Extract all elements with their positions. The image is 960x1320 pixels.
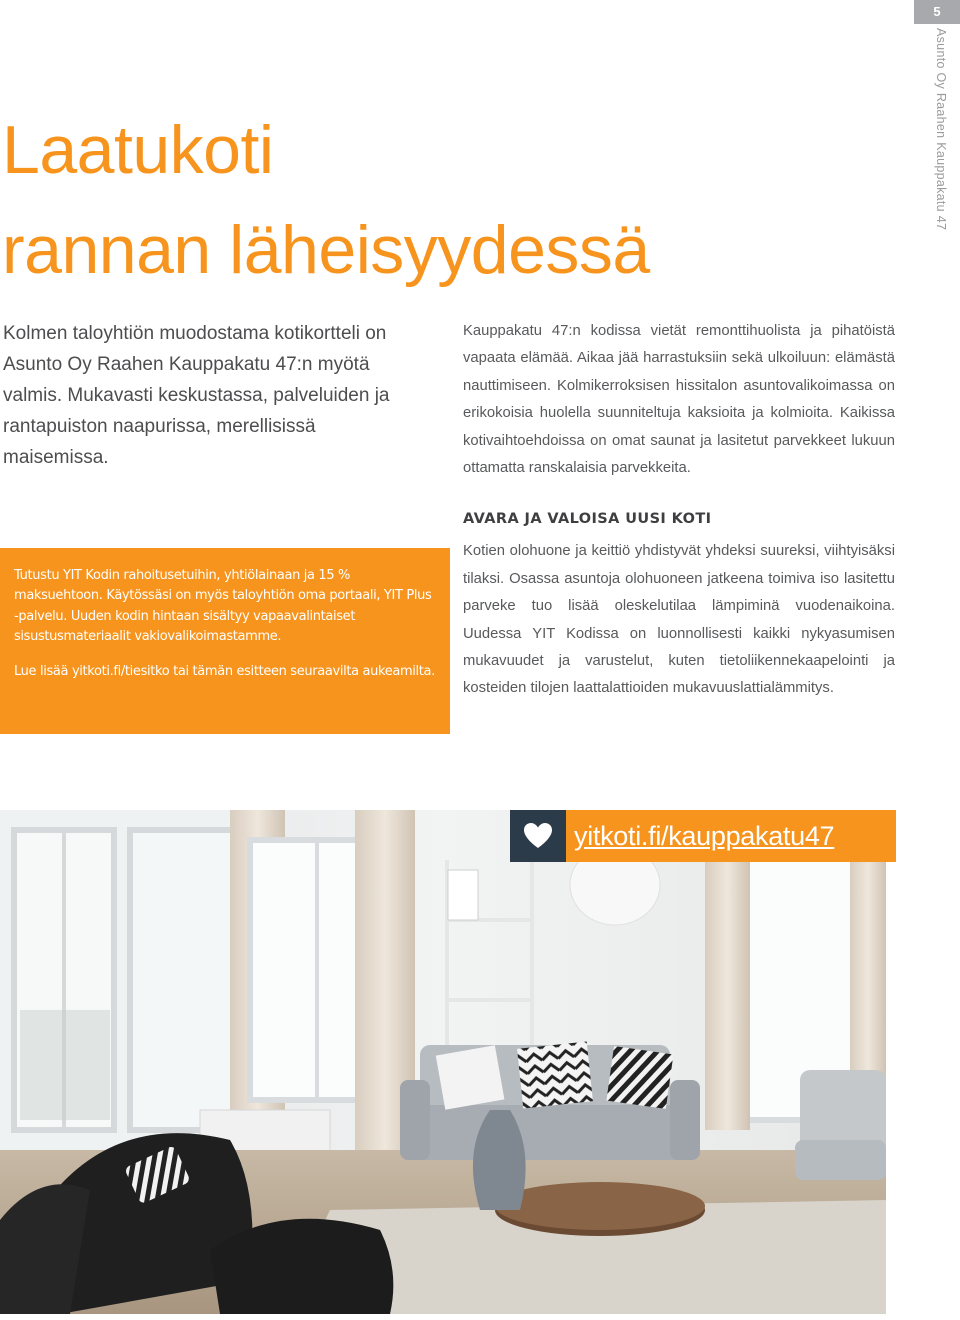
website-link[interactable]: yitkoti.fi/kauppakatu47 xyxy=(574,820,835,851)
body-column xyxy=(463,318,895,703)
body-paragraph-1: Kauppakatu 47:n kodissa vietät remonttihuolista ja pihatöistä vapaata elämää. Aikaa jää harrastuksiin sekä ulkoiluun: elämästä nauttimiseen. Kolmikerroksisen hissitalon asuntovalikoimassa on erikokoisia huolella suunniteltuja kaksioita ja kolmioita. Kaikissa kotivaihtoehdoissa on omat saunat ja lasitetut parvekkeet lukuun ottamatta ranskalaisia parvekkeita. xyxy=(463,323,895,477)
side-label: Asunto Oy Raahen Kauppakatu 47 xyxy=(934,28,948,231)
living-room-photo xyxy=(0,810,886,1314)
lead-paragraph: Kolmen taloyhtiön muodostama kotikortteli on Asunto Oy Raahen Kauppakatu 47:n myötä valmis. Mukavasti keskustassa, palveluiden ja rantapuiston naapurissa, merellisissä maisemissa. xyxy=(3,323,390,468)
body-paragraph-2: Kotien olohuone ja keittiö yhdistyvät yhdeksi suureksi, viihtyisäksi tilaksi. Osassa asuntoja olohuoneen jatkeena toimiva iso lasitettu parveke tuo lisää oleskelutilaa lämpiminä vuodenaikoina. Uudessa YIT Kodissa on luonnollisesti kaikki nykyasumisen mukavuudet ja varustelut, kuten tietoliikennekaapelointi ja kosteiden tilojen laattalattioiden mukavuuslattialämmitys. xyxy=(463,543,895,697)
url-banner xyxy=(510,810,896,862)
title-line-2: rannan läheisyydessä xyxy=(2,212,650,288)
title-line-1: Laatukoti xyxy=(2,112,274,188)
info-box-text: Tutustu YIT Kodin rahoitusetuihin, yhtiölainaan ja 15 % maksuehtoon. Käytössäsi on myös taloyhtiön oma portaali, YIT Plus -palvelu. Uuden kodin hintaan sisältyy vapaavalintaiset sisustusmateriaalit vakiovalikoimastamme. xyxy=(14,568,432,645)
heart-icon xyxy=(523,822,553,850)
page-title xyxy=(2,100,650,300)
info-box-more: Lue lisää yitkoti.fi/tiesitko tai tämän esitteen seuraavilta aukeamilta. xyxy=(14,663,435,679)
page-number: 5 xyxy=(914,0,960,24)
section-heading: AVARA JA VALOISA UUSI KOTI xyxy=(463,511,712,528)
info-box xyxy=(0,548,450,734)
heart-badge xyxy=(510,810,566,862)
